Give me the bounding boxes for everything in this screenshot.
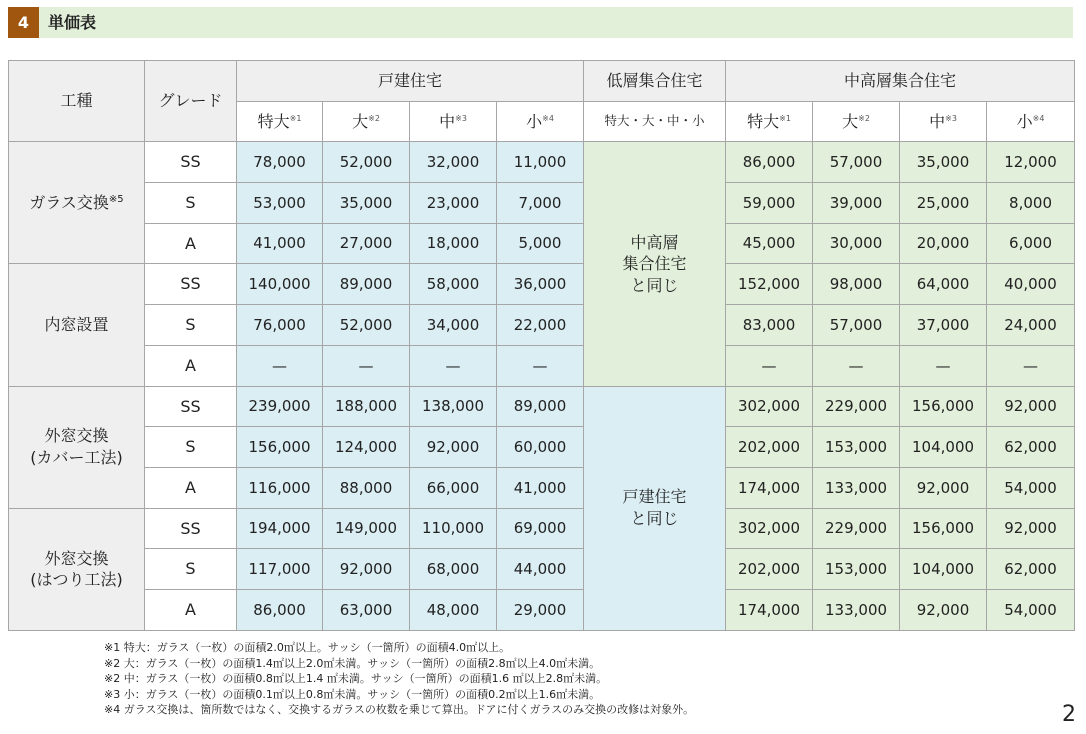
- price-cell-mid-high: 59,000: [726, 183, 813, 224]
- grade-cell: SS: [145, 142, 237, 183]
- table-row: [9, 305, 1075, 346]
- price-cell-detached: 138,000: [410, 386, 497, 427]
- price-cell-detached: 35,000: [323, 183, 410, 224]
- size-note: ※4: [542, 113, 554, 123]
- grade-cell: SS: [145, 386, 237, 427]
- grade-cell: SS: [145, 264, 237, 305]
- price-cell-detached: —: [237, 345, 323, 386]
- price-cell-mid-high: —: [726, 345, 813, 386]
- price-cell-detached: 88,000: [323, 467, 410, 508]
- price-cell-detached: 89,000: [497, 386, 584, 427]
- price-cell-mid-high: —: [813, 345, 900, 386]
- price-cell-mid-high: 104,000: [900, 427, 987, 468]
- detached-size-header: [410, 101, 497, 142]
- price-cell-detached: 239,000: [237, 386, 323, 427]
- size-note: ※2: [368, 113, 380, 123]
- price-cell-mid-high: 6,000: [987, 223, 1075, 264]
- price-cell-detached: 110,000: [410, 508, 497, 549]
- price-cell-mid-high: 12,000: [987, 142, 1075, 183]
- size-note: ※1: [779, 113, 791, 123]
- work-type-cell: [9, 142, 145, 264]
- grade-cell: S: [145, 549, 237, 590]
- footnote: ※1 特大：ガラス（一枚）の面積2.0㎡以上。サッシ（一箇所）の面積4.0㎡以上。: [104, 641, 511, 654]
- price-cell-detached: 69,000: [497, 508, 584, 549]
- work-type-label: 外窓交換 (はつり工法): [30, 548, 123, 590]
- price-cell-mid-high: 156,000: [900, 386, 987, 427]
- price-cell-detached: —: [410, 345, 497, 386]
- header-detached: 戸建住宅: [237, 61, 584, 102]
- price-cell-mid-high: 35,000: [900, 142, 987, 183]
- table-row: [9, 264, 1075, 305]
- price-cell-detached: 194,000: [237, 508, 323, 549]
- size-note: ※3: [455, 113, 467, 123]
- price-cell-mid-high: 152,000: [726, 264, 813, 305]
- price-cell-mid-high: 39,000: [813, 183, 900, 224]
- price-cell-detached: 5,000: [497, 223, 584, 264]
- size-label: 大: [352, 111, 369, 131]
- low-rise-merged-cell: 戸建住宅 と同じ: [584, 386, 726, 630]
- price-cell-detached: 76,000: [237, 305, 323, 346]
- price-cell-detached: 7,000: [497, 183, 584, 224]
- price-cell-mid-high: 62,000: [987, 427, 1075, 468]
- price-cell-detached: 156,000: [237, 427, 323, 468]
- price-cell-detached: 66,000: [410, 467, 497, 508]
- price-cell-detached: 58,000: [410, 264, 497, 305]
- price-cell-detached: 41,000: [497, 467, 584, 508]
- footnotes: [104, 640, 694, 718]
- low-rise-size-header: 特大・大・中・小: [584, 101, 726, 142]
- price-cell-detached: 117,000: [237, 549, 323, 590]
- price-cell-mid-high: 54,000: [987, 589, 1075, 630]
- table-row: [9, 223, 1075, 264]
- price-cell-mid-high: 174,000: [726, 467, 813, 508]
- table-row: [9, 142, 1075, 183]
- price-cell-detached: 63,000: [323, 589, 410, 630]
- table-row: [9, 183, 1075, 224]
- price-cell-mid-high: 57,000: [813, 142, 900, 183]
- price-cell-mid-high: 86,000: [726, 142, 813, 183]
- price-cell-mid-high: —: [900, 345, 987, 386]
- work-type-label: 外窓交換 (カバー工法): [30, 426, 123, 468]
- price-cell-mid-high: 174,000: [726, 589, 813, 630]
- price-cell-mid-high: 202,000: [726, 427, 813, 468]
- price-cell-mid-high: 30,000: [813, 223, 900, 264]
- price-cell-detached: 68,000: [410, 549, 497, 590]
- price-cell-detached: 18,000: [410, 223, 497, 264]
- footnote: ※4 ガラス交換は、箇所数ではなく、交換するガラスの枚数を乗じて算出。ドアに付くガラスのみ交換の改修は対象外。: [104, 703, 695, 716]
- section-header: [8, 7, 1073, 38]
- price-cell-mid-high: 64,000: [900, 264, 987, 305]
- table-row: [9, 386, 1075, 427]
- price-cell-mid-high: 45,000: [726, 223, 813, 264]
- price-cell-detached: 124,000: [323, 427, 410, 468]
- page-number: 2: [1062, 702, 1076, 727]
- price-cell-mid-high: 92,000: [987, 386, 1075, 427]
- price-cell-mid-high: 92,000: [900, 467, 987, 508]
- price-cell-detached: 34,000: [410, 305, 497, 346]
- size-label: 中: [929, 111, 946, 131]
- size-label: 特大: [747, 111, 780, 131]
- size-label: 特大: [257, 111, 290, 131]
- price-cell-mid-high: 229,000: [813, 508, 900, 549]
- detached-size-header: [497, 101, 584, 142]
- price-cell-detached: 89,000: [323, 264, 410, 305]
- section-number: 4: [8, 7, 39, 38]
- price-cell-detached: 92,000: [410, 427, 497, 468]
- price-cell-detached: 36,000: [497, 264, 584, 305]
- price-table: [8, 60, 1075, 631]
- mid-size-header: [726, 101, 813, 142]
- work-type-label: ガラス交換: [29, 193, 109, 213]
- grade-cell: S: [145, 305, 237, 346]
- grade-cell: A: [145, 345, 237, 386]
- price-cell-mid-high: 62,000: [987, 549, 1075, 590]
- size-note: ※3: [945, 113, 957, 123]
- header-work-type: 工種: [9, 61, 145, 142]
- size-label: 小: [526, 111, 543, 131]
- size-label: 大: [842, 111, 859, 131]
- price-cell-detached: 44,000: [497, 549, 584, 590]
- price-cell-detached: 23,000: [410, 183, 497, 224]
- size-note: ※1: [289, 113, 302, 123]
- work-type-label: 内窓設置: [44, 315, 109, 335]
- footnote: ※2 中：ガラス（一枚）の面積0.8㎡以上1.4 ㎡未満。サッシ（一箇所）の面積1.6 ㎡以上2.8㎡未満。: [104, 672, 608, 685]
- price-cell-mid-high: 98,000: [813, 264, 900, 305]
- footnote: ※3 小：ガラス（一枚）の面積0.1㎡以上0.8㎡未満。サッシ（一箇所）の面積0.2㎡以上1.6㎡未満。: [104, 687, 601, 701]
- price-cell-mid-high: 20,000: [900, 223, 987, 264]
- price-cell-mid-high: 92,000: [900, 589, 987, 630]
- mid-size-header: [987, 101, 1075, 142]
- work-type-cell: [9, 508, 145, 630]
- mid-size-header: [813, 101, 900, 142]
- price-cell-detached: —: [497, 345, 584, 386]
- price-cell-mid-high: 25,000: [900, 183, 987, 224]
- price-cell-mid-high: 54,000: [987, 467, 1075, 508]
- price-cell-mid-high: 40,000: [987, 264, 1075, 305]
- detached-size-header: [323, 101, 410, 142]
- table-row: [9, 508, 1075, 549]
- price-cell-mid-high: 156,000: [900, 508, 987, 549]
- table-row: [9, 589, 1075, 630]
- grade-cell: SS: [145, 508, 237, 549]
- price-cell-detached: 116,000: [237, 467, 323, 508]
- price-cell-mid-high: 24,000: [987, 305, 1075, 346]
- price-cell-detached: 188,000: [323, 386, 410, 427]
- price-cell-mid-high: 153,000: [813, 549, 900, 590]
- work-type-cell: [9, 264, 145, 386]
- price-cell-mid-high: 37,000: [900, 305, 987, 346]
- price-cell-detached: 32,000: [410, 142, 497, 183]
- detached-size-header: [237, 101, 323, 142]
- grade-cell: A: [145, 589, 237, 630]
- price-cell-mid-high: 104,000: [900, 549, 987, 590]
- price-cell-detached: 78,000: [237, 142, 323, 183]
- price-cell-mid-high: 133,000: [813, 467, 900, 508]
- price-cell-mid-high: 92,000: [987, 508, 1075, 549]
- price-cell-detached: 140,000: [237, 264, 323, 305]
- price-cell-detached: 48,000: [410, 589, 497, 630]
- price-cell-detached: —: [323, 345, 410, 386]
- table-row: [9, 467, 1075, 508]
- price-cell-mid-high: 57,000: [813, 305, 900, 346]
- price-cell-mid-high: 302,000: [726, 508, 813, 549]
- grade-cell: A: [145, 467, 237, 508]
- size-note: ※4: [1032, 113, 1045, 123]
- price-cell-detached: 41,000: [237, 223, 323, 264]
- price-cell-detached: 52,000: [323, 305, 410, 346]
- price-cell-mid-high: 83,000: [726, 305, 813, 346]
- header-low-rise: 低層集合住宅: [584, 61, 726, 102]
- table-row: [9, 549, 1075, 590]
- price-cell-detached: 60,000: [497, 427, 584, 468]
- work-type-note: ※5: [108, 194, 124, 206]
- price-cell-detached: 29,000: [497, 589, 584, 630]
- header-grade: グレード: [145, 61, 237, 142]
- price-cell-mid-high: 133,000: [813, 589, 900, 630]
- table-row: [9, 427, 1075, 468]
- price-cell-detached: 92,000: [323, 549, 410, 590]
- low-rise-merged-cell: 中高層 集合住宅 と同じ: [584, 142, 726, 386]
- grade-cell: S: [145, 183, 237, 224]
- grade-cell: A: [145, 223, 237, 264]
- size-label: 中: [439, 111, 456, 131]
- price-cell-mid-high: 302,000: [726, 386, 813, 427]
- price-cell-mid-high: —: [987, 345, 1075, 386]
- price-cell-mid-high: 8,000: [987, 183, 1075, 224]
- price-cell-mid-high: 153,000: [813, 427, 900, 468]
- section-title: 単価表: [48, 13, 97, 32]
- table-row: [9, 345, 1075, 386]
- work-type-cell: [9, 386, 145, 508]
- price-cell-detached: 27,000: [323, 223, 410, 264]
- price-cell-detached: 11,000: [497, 142, 584, 183]
- price-cell-mid-high: 229,000: [813, 386, 900, 427]
- mid-size-header: [900, 101, 987, 142]
- price-cell-detached: 52,000: [323, 142, 410, 183]
- price-cell-detached: 149,000: [323, 508, 410, 549]
- footnote: ※2 大：ガラス（一枚）の面積1.4㎡以上2.0㎡未満。サッシ（一箇所）の面積2.8㎡以上4.0㎡未満。: [104, 656, 601, 670]
- grade-cell: S: [145, 427, 237, 468]
- header-mid-high-rise: 中高層集合住宅: [726, 61, 1075, 102]
- price-cell-detached: 22,000: [497, 305, 584, 346]
- size-note: ※2: [858, 113, 870, 123]
- price-cell-detached: 86,000: [237, 589, 323, 630]
- size-label: 小: [1016, 111, 1033, 131]
- price-cell-detached: 53,000: [237, 183, 323, 224]
- price-cell-mid-high: 202,000: [726, 549, 813, 590]
